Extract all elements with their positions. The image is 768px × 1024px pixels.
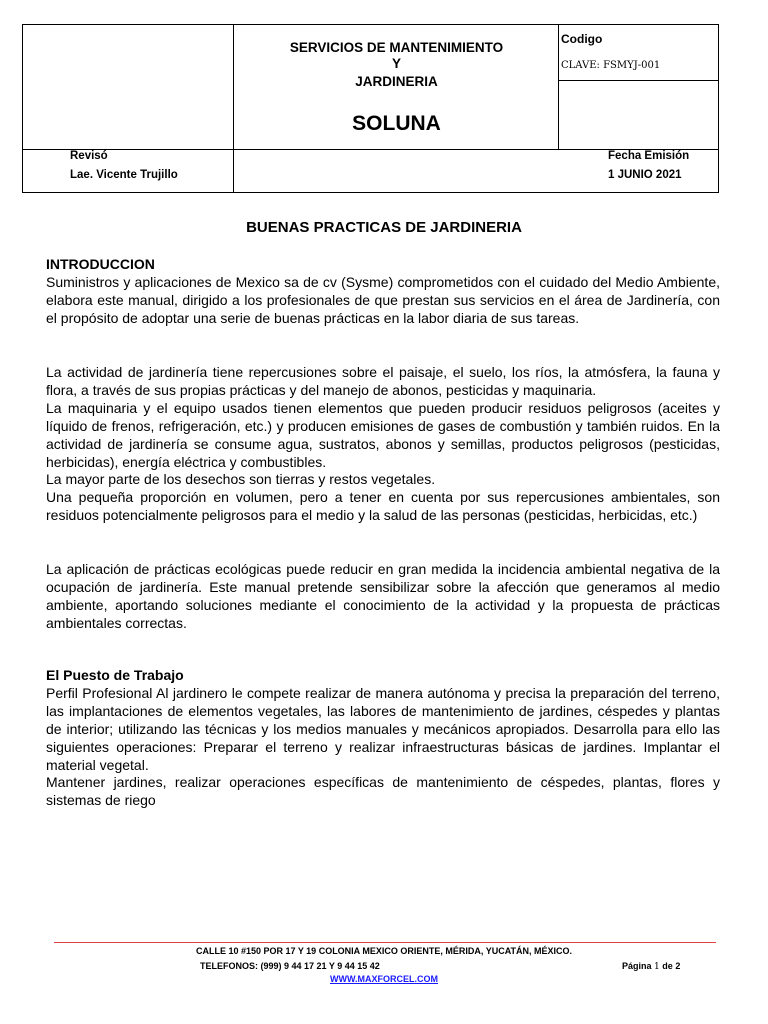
page-of: de: [662, 961, 673, 971]
company-name-line3: JARDINERIA: [355, 74, 438, 89]
company-name-line1: SERVICIOS DE MANTENIMIENTO: [289, 40, 504, 55]
footer-website-link[interactable]: WWW.MAXFORCEL.COM: [330, 974, 438, 984]
intro-paragraph-6: La aplicación de prácticas ecológicas puede reducir en gran medida la incidencia ambiental negativa de la ocupación de jardinería. Este manual pretende sensibilizar sobre la afección que generamos al medio ambiente, aportando soluciones mediante el conocimiento de la actividad y la propuesta de prácticas ambientales correctas.: [46, 561, 720, 631]
codigo-label: Codigo: [561, 32, 603, 46]
clave-code: CLAVE: FSMYJ-001: [561, 60, 661, 71]
intro-paragraph-5: Una pequeña proporción en volumen, pero a tener en cuenta por sus repercusiones ambientales, son residuos potencialmente peligrosos para el medio y la salud de las personas (pesticidas, herbicidas, etc.): [46, 489, 720, 523]
puesto-heading: El Puesto de Trabajo: [46, 667, 184, 683]
company-name-line2: Y: [391, 56, 401, 71]
intro-paragraph-4: La mayor parte de los desechos son tierras y restos vegetales.: [46, 471, 436, 487]
intro-paragraph-1: Suministros y aplicaciones de Mexico sa de cv (Sysme) comprometidos con el cuidado del Medio Ambiente, elabora este manual, dirigido a los profesionales de que prestan sus servicios en el área de Jardinería, con el propósito de adoptar una serie de buenas prácticas en la labor diaria de sus tareas.: [46, 274, 720, 326]
fecha-emision-value: 1 JUNIO 2021: [608, 169, 682, 181]
page-total: 2: [675, 961, 681, 971]
page-current: 1: [654, 962, 660, 972]
reviso-label: Revisó: [70, 150, 108, 162]
fecha-emision-label: Fecha Emisión: [608, 150, 690, 162]
intro-paragraph-3: La maquinaria y el equipo usados tienen elementos que pueden producir residuos peligrosos (aceites y líquido de frenos, refrigeración, etc.) y producen emisiones de gases de combustión y también ruidos. En la actividad de jardinería se consume agua, sustratos, abonos y semillas, productos peligrosos (pesticidas, herbicidas), energía eléctrica y combustibles.: [46, 400, 720, 470]
footer-address: CALLE 10 #150 POR 17 Y 19 COLONIA MEXICO ORIENTE, MÉRIDA, YUCATÁN, MÉXICO.: [195, 946, 573, 956]
page-label: Página: [622, 961, 652, 971]
document-header: [22, 24, 719, 193]
footer-phones: TELEFONOS: (999) 9 44 17 21 Y 9 44 15 42: [200, 961, 380, 971]
header-codigo-divider: [558, 80, 719, 81]
brand-name: SOLUNA: [352, 112, 441, 135]
reviso-name: Lae. Vicente Trujillo: [70, 169, 178, 181]
footer-rule: [54, 942, 716, 943]
header-top-border: [22, 24, 719, 25]
header-bottom-border: [22, 192, 719, 193]
document-title: BUENAS PRACTICAS DE JARDINERIA: [246, 219, 522, 236]
header-right-border: [718, 24, 719, 193]
intro-heading: INTRODUCCION: [46, 256, 155, 272]
puesto-paragraph-1: Perfil Profesional Al jardinero le compete realizar de manera autónoma y precisa la preparación del terreno, las implantaciones de elementos vegetales, las labores de mantenimiento de jardines, céspedes y plantas de interior; utilizando las técnicas y los medios manuales y mecánicos apropiados. Desarrolla para ello las siguientes operaciones: Preparar el terreno y realizar infraestructuras básicas de jardines. Implantar el material vegetal.: [46, 685, 720, 773]
intro-paragraph-2: La actividad de jardinería tiene repercusiones sobre el paisaje, el suelo, los ríos, la atmósfera, la fauna y flora, a través de sus propias prácticas y del manejo de abonos, pesticidas y maquinaria.: [46, 364, 720, 398]
puesto-paragraph-2: Mantener jardines, realizar operaciones específicas de mantenimiento de céspedes, plantas, flores y sistemas de riego: [46, 774, 720, 808]
footer-page-number: [622, 961, 680, 972]
header-left-border: [22, 24, 23, 193]
